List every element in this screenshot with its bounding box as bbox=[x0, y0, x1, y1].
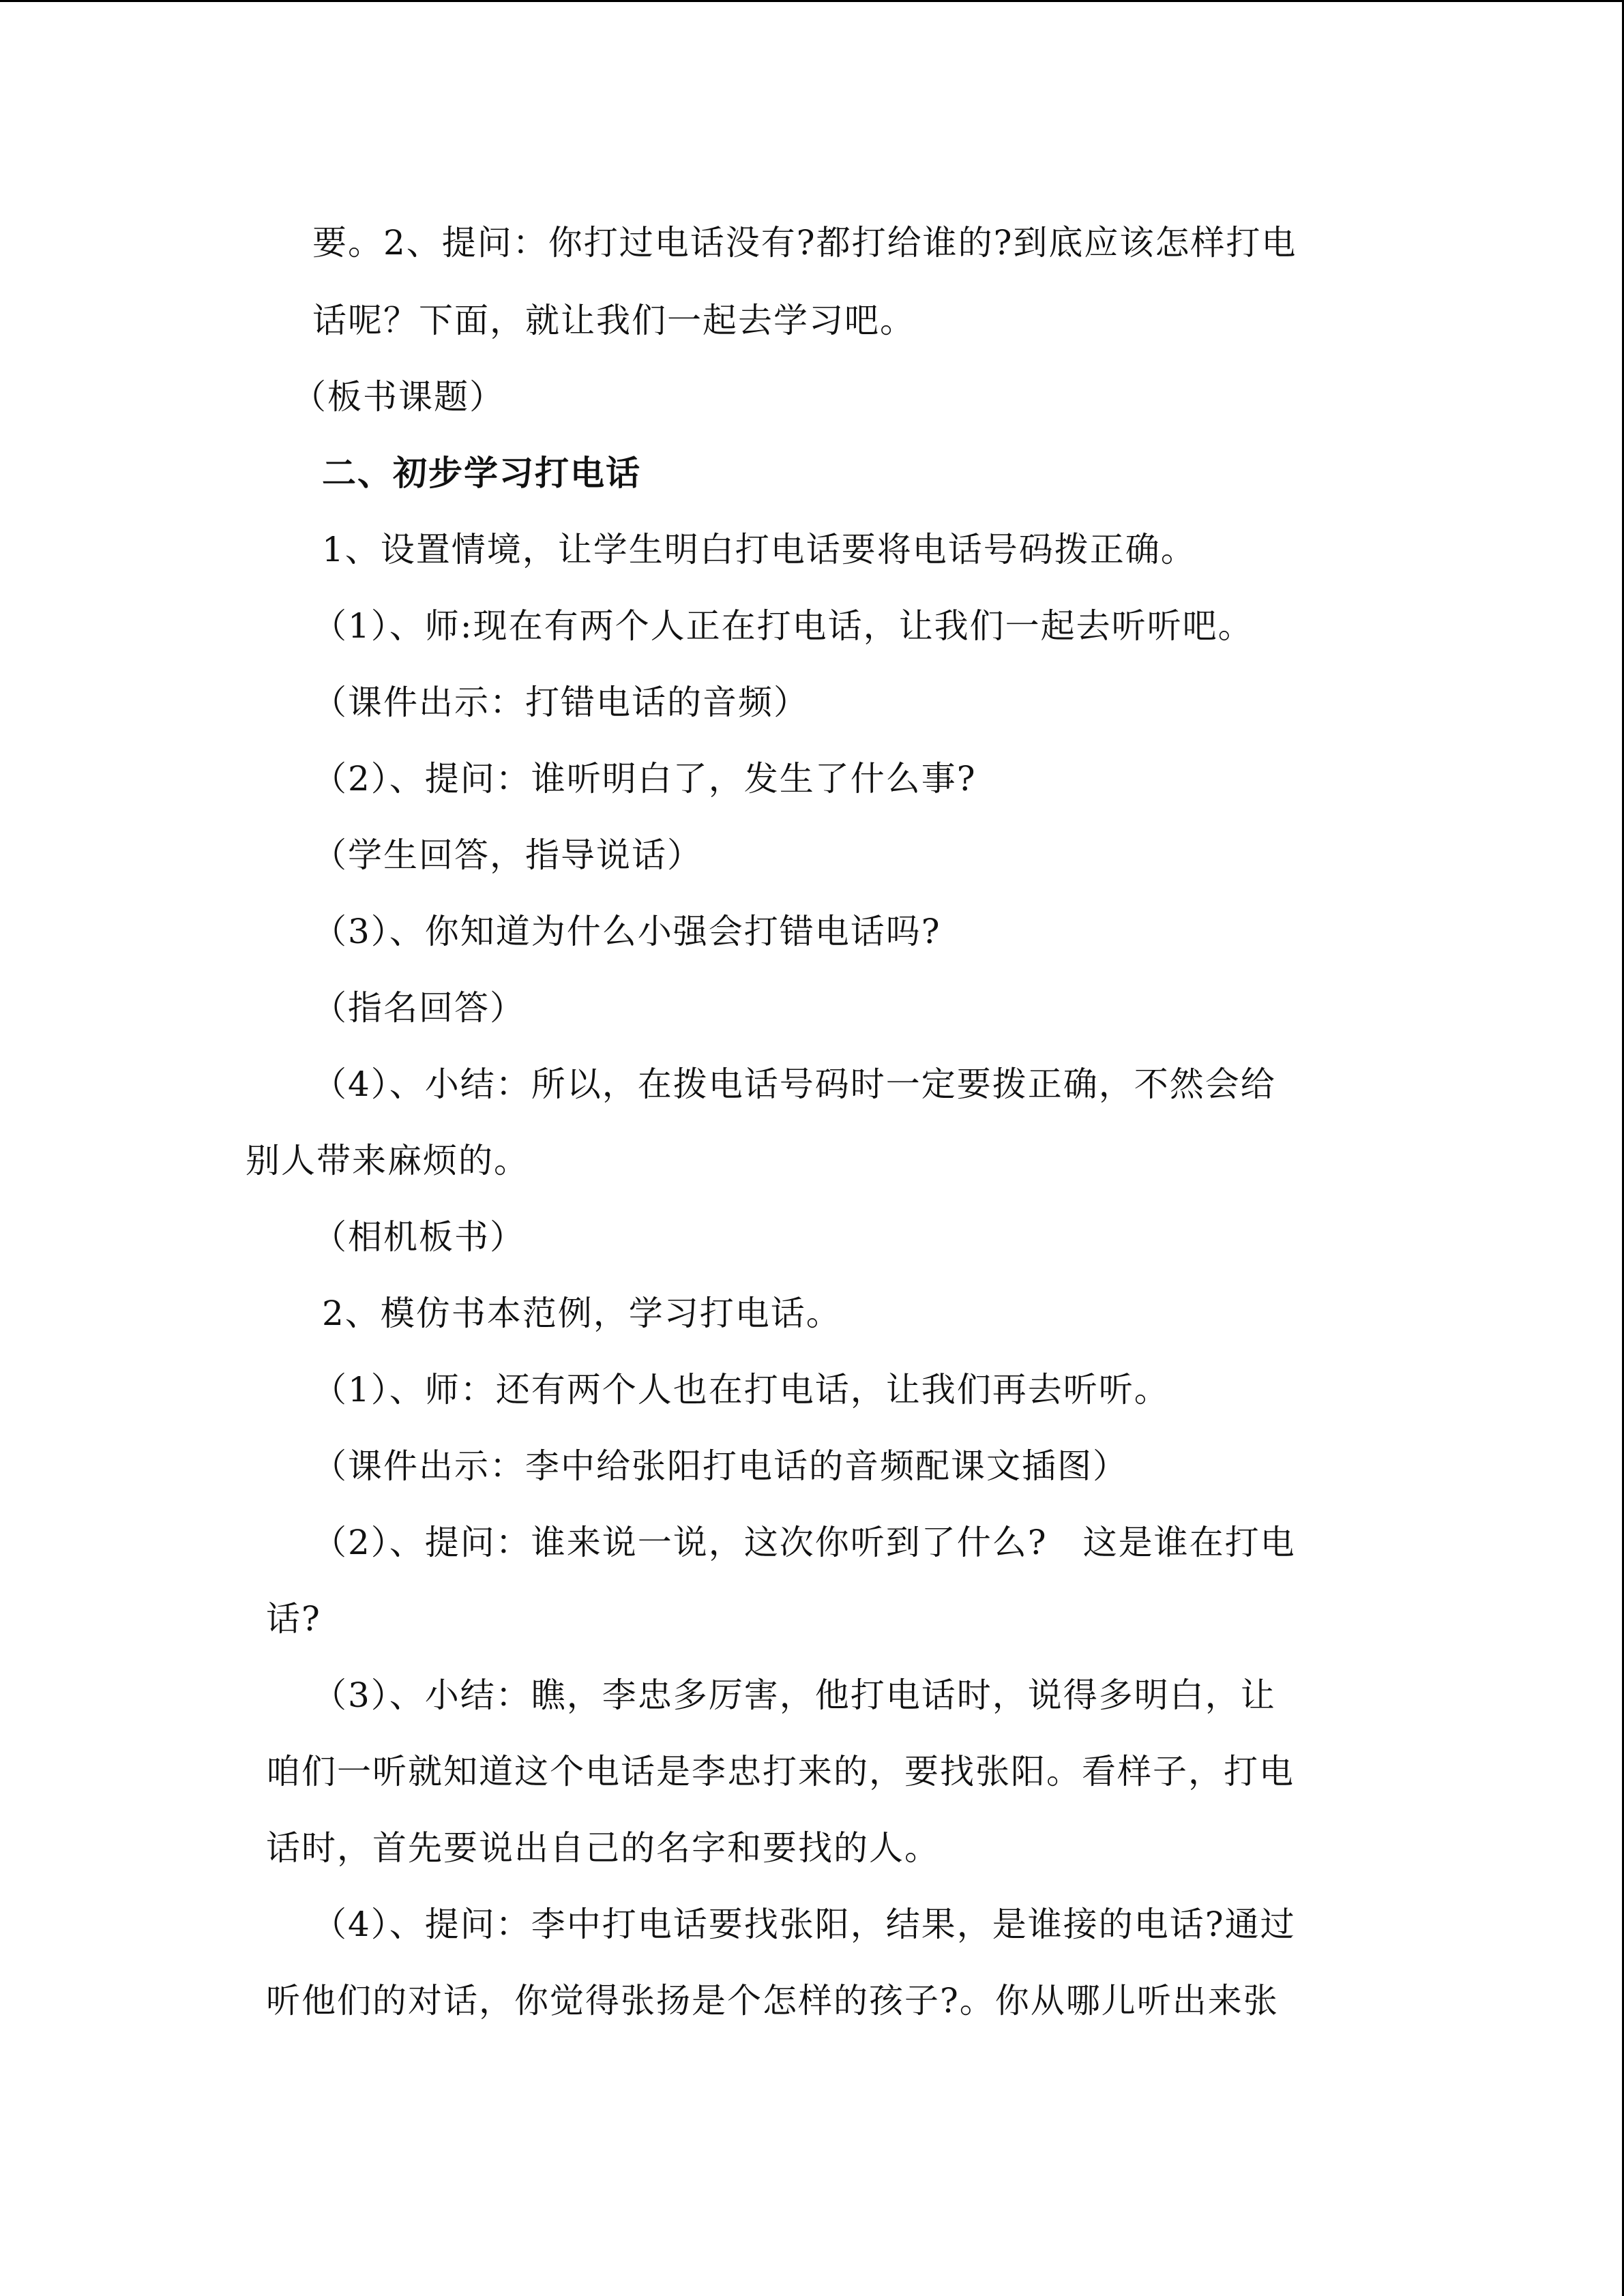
text-line: 听他们的对话，你觉得张扬是个怎样的孩子?。你从哪儿听出来张 bbox=[266, 1981, 1279, 2021]
text-line: 话时，首先要说出自己的名字和要找的人。 bbox=[266, 1828, 940, 1868]
text-line: （2）、提问：谁听明白了，发生了什么事? bbox=[312, 759, 977, 799]
text-line: （1）、师:现在有两个人正在打电话，让我们一起去听听吧。 bbox=[312, 606, 1254, 646]
text-line: 话? bbox=[266, 1599, 321, 1639]
text-line: 2、模仿书本范例，学习打电话。 bbox=[322, 1294, 842, 1333]
text-line: （3）、小结：瞧，李忠多厉害，他打电话时，说得多明白，让 bbox=[312, 1675, 1276, 1715]
text-line: 别人带来麻烦的。 bbox=[246, 1141, 529, 1180]
text-line: （指名回答） bbox=[312, 988, 525, 1028]
text-line: （4）、提问：李中打电话要找张阳，结果，是谁接的电话?通过 bbox=[312, 1905, 1296, 1944]
text-line: （4）、小结：所以，在拨电话号码时一定要拨正确，不然会给 bbox=[312, 1064, 1276, 1104]
text-line: （板书课题） bbox=[292, 377, 505, 417]
page-top-border bbox=[0, 0, 1624, 2]
text-line: （相机板书） bbox=[312, 1217, 525, 1257]
text-line: 话呢？下面，就让我们一起去学习吧。 bbox=[312, 301, 915, 340]
text-line: （课件出示：打错电话的音频） bbox=[312, 683, 809, 722]
text-line: （2）、提问：谁来说一说，这次你听到了什么? 这是谁在打电 bbox=[312, 1523, 1296, 1562]
text-line: （课件出示：李中给张阳打电话的音频配课文插图） bbox=[312, 1446, 1128, 1486]
text-line: （学生回答，指导说话） bbox=[312, 835, 703, 875]
section-heading: 二、初步学习打电话 bbox=[322, 453, 641, 493]
text-line: 1、设置情境，让学生明白打电话要将电话号码拨正确。 bbox=[322, 530, 1196, 569]
text-line: （3）、你知道为什么小强会打错电话吗? bbox=[312, 912, 941, 951]
text-line: （1）、师：还有两个人也在打电话，让我们再去听听。 bbox=[312, 1370, 1170, 1410]
text-line: 咱们一听就知道这个电话是李忠打来的，要找张阳。看样子，打电 bbox=[266, 1752, 1295, 1791]
text-line: 要。2、提问：你打过电话没有?都打给谁的?到底应该怎样打电 bbox=[312, 223, 1297, 263]
